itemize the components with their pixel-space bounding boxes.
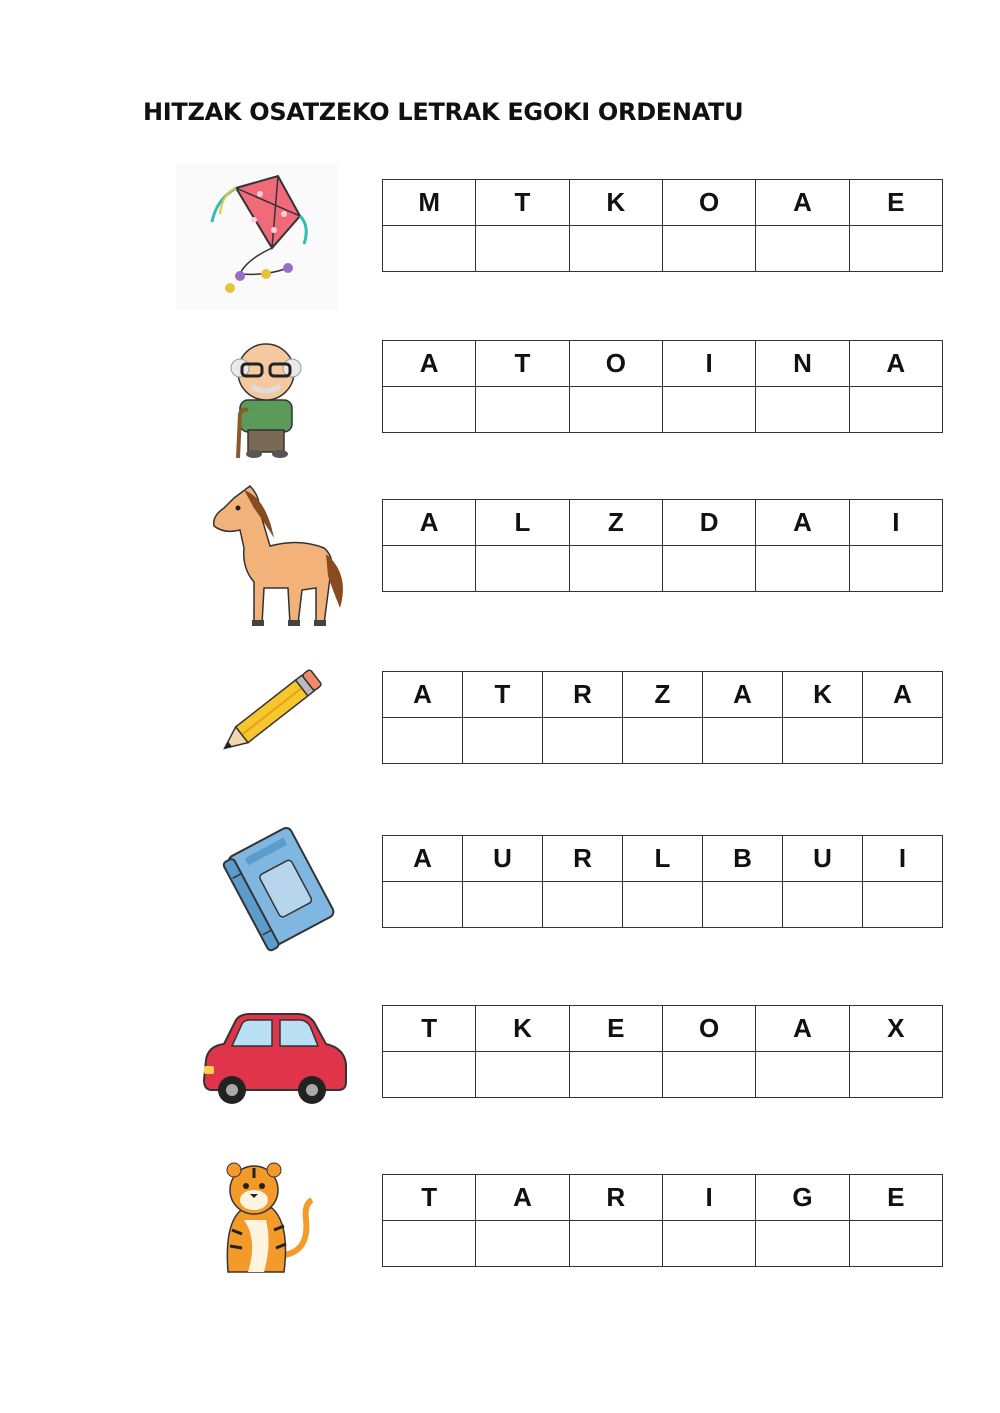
answer-cell[interactable] [463, 718, 543, 764]
letter-cell: A [476, 1175, 569, 1221]
answer-row [383, 546, 943, 592]
letter-grid-book [382, 835, 943, 928]
letter-cell: I [863, 836, 943, 882]
answer-cell[interactable] [849, 387, 942, 433]
answer-cell[interactable] [662, 1052, 755, 1098]
letter-grid-car [382, 1005, 943, 1098]
car-picture [200, 1010, 350, 1108]
letter-cell: T [476, 180, 569, 226]
letter-cell: I [662, 1175, 755, 1221]
letter-cell: A [756, 180, 849, 226]
answer-cell[interactable] [703, 882, 783, 928]
letter-cell: T [476, 341, 569, 387]
answer-cell[interactable] [476, 1221, 569, 1267]
letter-cell: A [383, 341, 476, 387]
scrambled-letters-row [383, 1006, 943, 1052]
letter-cell: Z [623, 672, 703, 718]
letter-cell: L [623, 836, 703, 882]
answer-cell[interactable] [569, 546, 662, 592]
kite-picture [176, 164, 338, 310]
scrambled-letters-row [383, 180, 943, 226]
answer-cell[interactable] [476, 226, 569, 272]
answer-cell[interactable] [569, 226, 662, 272]
letter-grid-grandfather [382, 340, 943, 433]
tiger-picture [214, 1160, 314, 1278]
worksheet-title: HITZAK OSATZEKO LETRAK EGOKI ORDENATU [143, 98, 744, 126]
answer-cell[interactable] [543, 882, 623, 928]
answer-cell[interactable] [703, 718, 783, 764]
answer-cell[interactable] [783, 882, 863, 928]
answer-row [383, 226, 943, 272]
letter-cell: Z [569, 500, 662, 546]
answer-cell[interactable] [383, 546, 476, 592]
answer-cell[interactable] [476, 1052, 569, 1098]
letter-cell: T [463, 672, 543, 718]
answer-cell[interactable] [756, 1221, 849, 1267]
letter-cell: G [756, 1175, 849, 1221]
letter-cell: M [383, 180, 476, 226]
grandfather-picture [222, 338, 308, 460]
answer-cell[interactable] [849, 1221, 942, 1267]
letter-cell: D [662, 500, 755, 546]
letter-cell: A [756, 1006, 849, 1052]
answer-cell[interactable] [476, 546, 569, 592]
answer-cell[interactable] [756, 226, 849, 272]
answer-cell[interactable] [756, 387, 849, 433]
answer-cell[interactable] [569, 1052, 662, 1098]
letter-cell: T [383, 1175, 476, 1221]
answer-cell[interactable] [476, 387, 569, 433]
letter-cell: K [569, 180, 662, 226]
scrambled-letters-row [383, 836, 943, 882]
scrambled-letters-row [383, 1175, 943, 1221]
book-picture [216, 816, 348, 954]
answer-cell[interactable] [849, 546, 942, 592]
answer-cell[interactable] [383, 226, 476, 272]
letter-cell: A [383, 672, 463, 718]
letter-cell: E [849, 180, 942, 226]
scrambled-letters-row [383, 672, 943, 718]
letter-cell: A [703, 672, 783, 718]
answer-cell[interactable] [863, 718, 943, 764]
letter-cell: R [543, 672, 623, 718]
answer-cell[interactable] [383, 718, 463, 764]
answer-cell[interactable] [662, 387, 755, 433]
answer-cell[interactable] [383, 387, 476, 433]
letter-cell: O [569, 341, 662, 387]
letter-cell: N [756, 341, 849, 387]
answer-cell[interactable] [543, 718, 623, 764]
answer-cell[interactable] [662, 226, 755, 272]
scrambled-letters-row [383, 341, 943, 387]
letter-cell: A [756, 500, 849, 546]
letter-cell: A [863, 672, 943, 718]
letter-cell: L [476, 500, 569, 546]
answer-row [383, 1052, 943, 1098]
answer-cell[interactable] [383, 882, 463, 928]
letter-cell: U [783, 836, 863, 882]
answer-cell[interactable] [623, 882, 703, 928]
answer-row [383, 387, 943, 433]
scrambled-letters-row [383, 500, 943, 546]
letter-grid-kite [382, 179, 943, 272]
letter-cell: B [703, 836, 783, 882]
horse-picture [204, 478, 350, 632]
letter-cell: K [783, 672, 863, 718]
answer-cell[interactable] [783, 718, 863, 764]
answer-row [383, 882, 943, 928]
answer-cell[interactable] [849, 226, 942, 272]
letter-cell: T [383, 1006, 476, 1052]
letter-cell: X [849, 1006, 942, 1052]
answer-cell[interactable] [863, 882, 943, 928]
letter-cell: A [383, 836, 463, 882]
answer-cell[interactable] [849, 1052, 942, 1098]
answer-cell[interactable] [383, 1221, 476, 1267]
answer-cell[interactable] [662, 546, 755, 592]
answer-cell[interactable] [383, 1052, 476, 1098]
letter-cell: O [662, 180, 755, 226]
letter-cell: K [476, 1006, 569, 1052]
letter-grid-horse [382, 499, 943, 592]
answer-cell[interactable] [756, 546, 849, 592]
letter-cell: I [849, 500, 942, 546]
letter-cell: A [383, 500, 476, 546]
answer-cell[interactable] [569, 1221, 662, 1267]
answer-row [383, 1221, 943, 1267]
letter-cell: E [849, 1175, 942, 1221]
letter-cell: A [849, 341, 942, 387]
letter-cell: O [662, 1006, 755, 1052]
answer-row [383, 718, 943, 764]
answer-cell[interactable] [463, 882, 543, 928]
letter-cell: U [463, 836, 543, 882]
letter-cell: R [569, 1175, 662, 1221]
answer-cell[interactable] [756, 1052, 849, 1098]
letter-cell: R [543, 836, 623, 882]
answer-cell[interactable] [623, 718, 703, 764]
letter-cell: I [662, 341, 755, 387]
letter-grid-tiger [382, 1174, 943, 1267]
letter-cell: E [569, 1006, 662, 1052]
letter-grid-pencil [382, 671, 943, 764]
answer-cell[interactable] [569, 387, 662, 433]
answer-cell[interactable] [662, 1221, 755, 1267]
pencil-picture [212, 664, 330, 760]
